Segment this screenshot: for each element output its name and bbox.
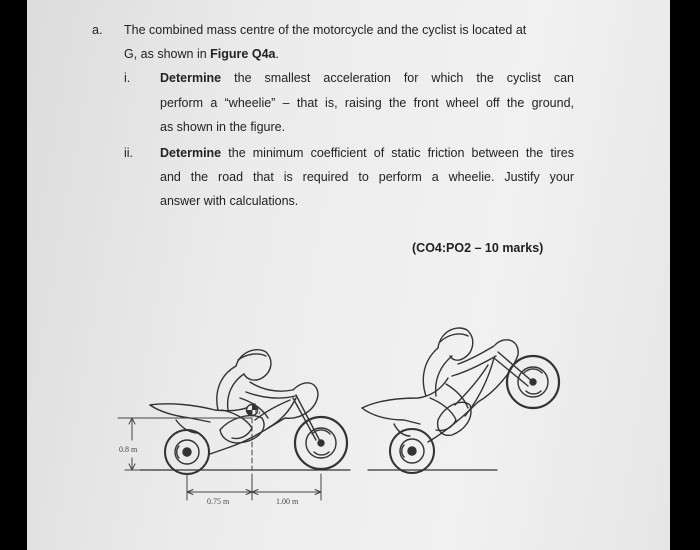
question-line-2-suffix: . [275,47,279,61]
figure-reference: Figure Q4a [210,47,276,61]
part-i-line-2: perform a “wheelie” – that is, raising the front wheel off the ground, [160,96,574,110]
question-label: a. [92,23,103,37]
part-ii-line-1-rest: the minimum coefficient of static friction between the tires [228,146,574,160]
motorcycle-upright-drawing [140,350,350,474]
part-i-numeral: i. [124,71,131,85]
part-i-keyword: Determine [160,71,222,85]
part-ii-line-2: and the road that is required to perform a wheelie. Justify your [160,170,574,184]
dimension-lines [118,410,321,500]
question-line-1: The combined mass centre of the motorcycle and the cyclist is located at [124,23,527,37]
part-ii-numeral: ii. [124,146,134,160]
rear-distance-label: 0.75 m [207,497,230,506]
part-ii-line-3: answer with calculations. [160,194,299,208]
height-dimension-label: 0.8 m [119,445,138,454]
part-ii-keyword: Determine [160,146,222,160]
front-distance-label: 1.00 m [276,497,299,506]
motorcycle-wheelie-drawing [362,328,559,473]
g-label: G [255,407,261,416]
question-line-2-prefix: G, as shown in [124,47,207,61]
marks-label: (CO4:PO2 – 10 marks) [412,241,544,255]
part-i-line-3: as shown in the figure. [160,120,286,134]
part-i-line-1-rest: the smallest acceleration for which the cyclist can [234,71,574,85]
